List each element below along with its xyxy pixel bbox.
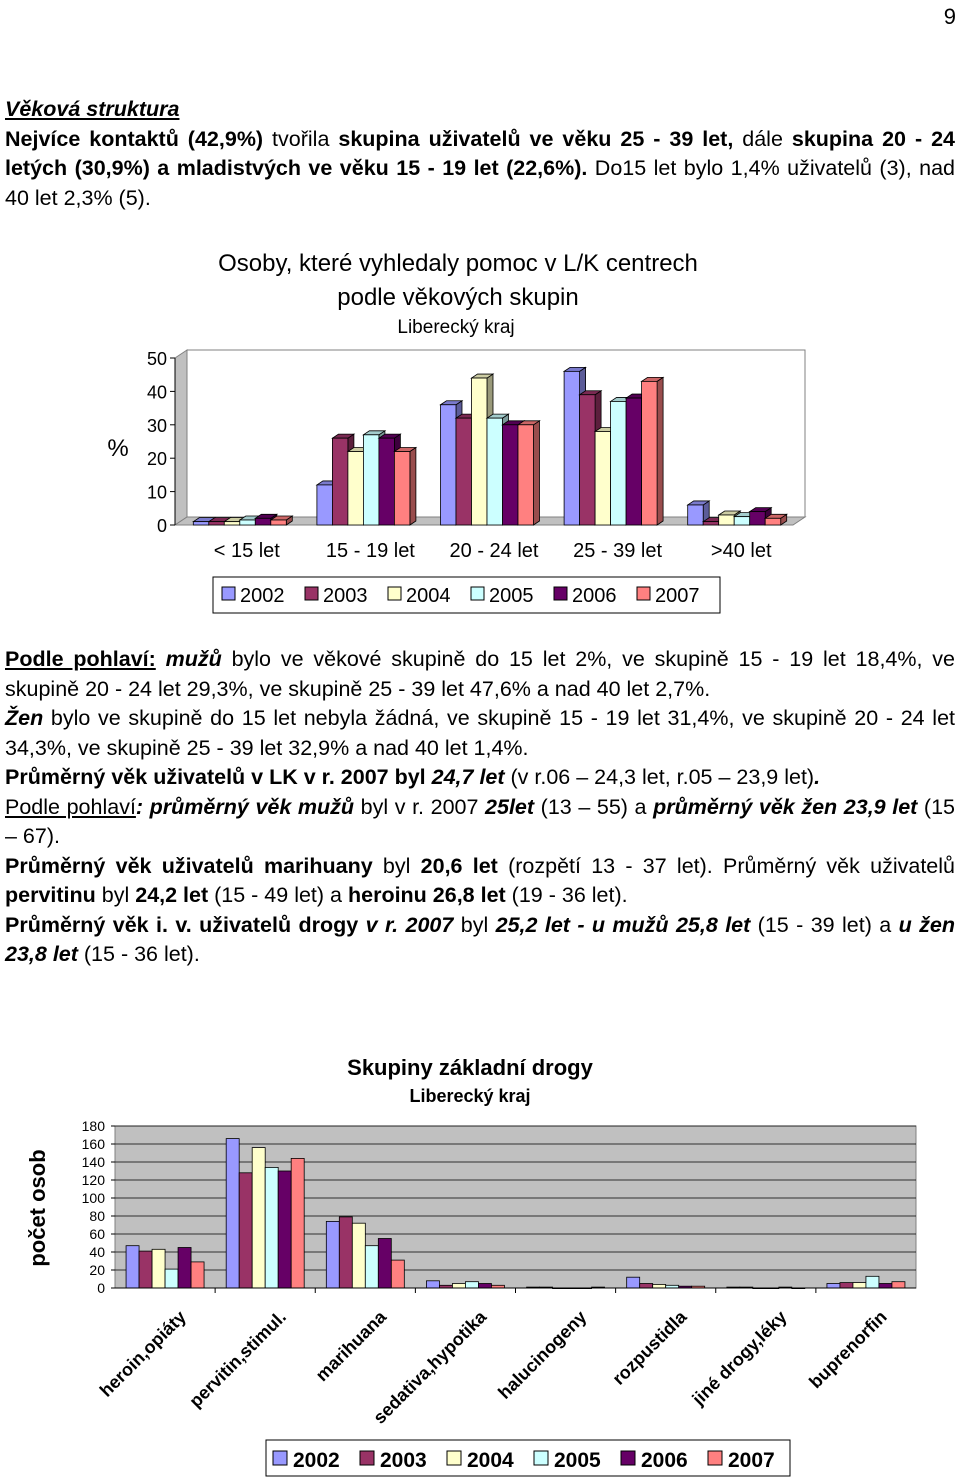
- chart2-category-jin-drogy-l-ky: jiné drogy,léky: [688, 1306, 791, 1410]
- average-age-gender-text: [5, 793, 955, 852]
- chart2-legend-label-2005: 2005: [554, 1449, 601, 1472]
- chart2-bar-marihuana-2005: [365, 1246, 378, 1288]
- text-avg-age: Průměrný věk uživatelů v LK v r. 2007 byl: [5, 765, 432, 789]
- chart2-bar-pervitin-stimul-2002: [226, 1139, 239, 1288]
- chart2-bar-buprenorfin-2006: [879, 1284, 892, 1289]
- chart2-legend-swatch-2003: [360, 1451, 374, 1465]
- chart2-bar-pervitin-stimul-2004: [252, 1148, 265, 1288]
- chart2-bar-buprenorfin-2004: [853, 1283, 866, 1288]
- chart1-ytick-0: 0: [156, 516, 167, 536]
- chart1-bar-25-39-let-2007: [642, 377, 664, 525]
- chart2-legend-swatch-2006: [621, 1451, 635, 1465]
- text-under-15: Do15 let bylo 1,4% uživatelů (3), nad 40 let 2,3% (5).: [5, 156, 956, 210]
- chart2-ytick-20: 20: [89, 1262, 105, 1278]
- text-women-values: bylo ve skupině do 15 let nebyla žádná, ve skupině 15 - 19 let 31,4%, ve skupině 20 - 24 let 34,3%, ve skupině 25 - 39 let 32,9% a nad 40 let 1,4%.: [5, 706, 955, 760]
- chart2-legend-label-2002: 2002: [293, 1449, 340, 1472]
- chart2-legend-label-2004: 2004: [467, 1449, 514, 1472]
- chart2-bar-rozpustidla-2003: [640, 1284, 653, 1289]
- text-men-values: bylo ve věkové skupině do 15 let 2%, ve skupině 15 - 19 let 18,4%, ve skupině 20 - 24 let 29,3%, ve skupině 25 - 39 let 47,6% a nad 40 let 2,7%.: [5, 647, 956, 701]
- chart1-category-40-let: >40 let: [710, 540, 772, 562]
- section-heading: Věková struktura: [5, 97, 180, 121]
- text-group-25-39: skupina uživatelů ve věku 25 - 39 let,: [338, 126, 734, 151]
- text-most-contacts: Nejvíce kontaktů (42,9%): [5, 126, 264, 151]
- chart1-side-wall: [175, 350, 187, 525]
- text-range-4: (15 - 39 let) a: [750, 912, 899, 937]
- text-by-gender: Podle pohlaví:: [5, 647, 156, 671]
- chart1-ylabel: %: [107, 435, 129, 462]
- chart1-legend-swatch-2005: [471, 587, 484, 600]
- text-in-2007: v r. 2007: [365, 912, 454, 937]
- chart1-category-15-let: < 15 let: [213, 540, 280, 562]
- chart2-ytick-180: 180: [81, 1118, 105, 1134]
- chart2-bar-pervitin-stimul-2006: [278, 1171, 291, 1288]
- text-by-gender-2: Podle pohlaví: [5, 794, 136, 819]
- chart2-bar-rozpustidla-2004: [653, 1284, 666, 1288]
- chart1-legend-label-2002: 2002: [240, 585, 285, 607]
- text-group-20-24: skupina 20 - 24 letých (30,9%) a mladistvých ve věku 15 - 19 let (22,6%).: [5, 126, 955, 180]
- chart2-bar-buprenorfin-2007: [892, 1282, 905, 1288]
- chart2-ytick-80: 80: [89, 1208, 105, 1224]
- text-range-2: (15 - 49 let) a: [208, 883, 348, 907]
- chart2-bar-sedativa-hypotika-2005: [465, 1282, 478, 1288]
- text-avg-age-prev: (v r.06 – 24,3 let, r.05 – 23,9 let): [504, 765, 815, 789]
- chart2-legend-label-2006: 2006: [641, 1449, 688, 1472]
- chart2-bar-sedativa-hypotika-2006: [478, 1284, 491, 1289]
- chart2-bar-buprenorfin-2003: [840, 1283, 853, 1288]
- chart2-bar-pervitin-stimul-2005: [265, 1167, 278, 1288]
- text-avg-marihuana: Průměrný věk uživatelů marihuany: [5, 853, 373, 878]
- chart2-ylabel: počet osob: [25, 1149, 50, 1267]
- chart2-bar-pervitin-stimul-2003: [239, 1173, 252, 1288]
- text-further: dále: [733, 126, 792, 151]
- text-men: mužů: [155, 647, 222, 671]
- text-range-3: (19 - 36 let).: [505, 883, 628, 907]
- chart2-bar-marihuana-2004: [352, 1223, 365, 1288]
- text-marihuana-age: 20,6 let: [420, 853, 498, 878]
- chart2-subtitle: Liberecký kraj: [409, 1086, 531, 1106]
- chart1-bar-20-24-let-2007: [518, 421, 540, 525]
- chart1-ytick-30: 30: [146, 415, 167, 436]
- chart1-legend-label-2006: 2006: [572, 585, 617, 607]
- average-age-drugs-text: [5, 852, 955, 911]
- chart2-bar-rozpustidla-2002: [627, 1277, 640, 1288]
- chart2-bar-sedativa-hypotika-2002: [426, 1281, 439, 1288]
- chart2-category-heroin-opi-ty: heroin,opiáty: [95, 1306, 190, 1401]
- chart1-ytick-50: 50: [146, 349, 167, 369]
- section-gender: [5, 645, 955, 970]
- chart1-legend-label-2005: 2005: [489, 585, 534, 607]
- chart1-legend-swatch-2002: [222, 587, 235, 600]
- chart2-bar-heroin-opi-ty-2003: [139, 1251, 152, 1288]
- chart2-ytick-140: 140: [81, 1154, 105, 1170]
- chart2-category-halucinogeny: halucinogeny: [494, 1306, 591, 1403]
- text-period: .: [814, 765, 821, 789]
- chart1-title-line2: podle věkových skupin: [337, 284, 579, 311]
- chart2-legend-label-2003: 2003: [380, 1449, 427, 1472]
- chart1-category-20-24-let: 20 - 24 let: [449, 540, 539, 562]
- chart1-category-25-39-let: 25 - 39 let: [573, 540, 663, 562]
- chart2-category-sedativa-hypotika: sedativa,hypotika: [369, 1306, 491, 1428]
- chart1-legend-swatch-2006: [554, 587, 567, 600]
- chart2-ytick-0: 0: [97, 1280, 105, 1296]
- text-was-1: byl: [372, 853, 421, 878]
- text-was-2007: byl v r. 2007: [354, 794, 486, 819]
- chart2-legend-swatch-2007: [708, 1451, 722, 1465]
- chart1-subtitle: Liberecký kraj: [397, 317, 515, 338]
- chart1-legend: [213, 577, 720, 613]
- chart2-category-pervitin-stimul: pervitin,stimul.: [185, 1306, 291, 1412]
- chart2-bar-marihuana-2003: [339, 1217, 352, 1288]
- chart1-ytick-20: 20: [146, 449, 167, 470]
- chart2-legend-swatch-2002: [273, 1451, 287, 1465]
- chart2-bar-marihuana-2002: [326, 1221, 339, 1288]
- text-pervitin: pervitinu: [5, 883, 96, 907]
- chart2-bar-buprenorfin-2002: [827, 1284, 840, 1289]
- chart2-bar-sedativa-hypotika-2004: [452, 1284, 465, 1289]
- text-avg-women: průměrný věk žen 23,9 let: [653, 794, 918, 819]
- chart1-title-line1: Osoby, které vyhledaly pomoc v L/K centrech: [218, 250, 698, 277]
- chart2-category-rozpustidla: rozpustidla: [608, 1306, 691, 1389]
- text-25let: 25let: [485, 794, 535, 819]
- chart2-bar-heroin-opi-ty-2004: [152, 1249, 165, 1288]
- text-range-men: (13 – 55) a: [534, 794, 654, 819]
- chart2-ytick-100: 100: [81, 1190, 105, 1206]
- chart2-bar-pervitin-stimul-2007: [291, 1158, 304, 1288]
- chart1-legend-swatch-2003: [305, 587, 318, 600]
- text-iv-men: 25,2 let - u mužů 25,8 let: [495, 912, 751, 937]
- chart2-legend-label-2007: 2007: [728, 1449, 775, 1472]
- chart1-category-15-19-let: 15 - 19 let: [325, 540, 415, 562]
- text-was-2: byl: [95, 883, 136, 907]
- text-range-women: (15 – 67).: [5, 794, 955, 848]
- text-pervitin-age: 24,2 let: [135, 883, 209, 907]
- text-heroin-age: heroinu 26,8 let: [347, 883, 506, 907]
- chart2-category-buprenorfin: buprenorfin: [805, 1306, 891, 1393]
- chart1-legend-swatch-2004: [388, 587, 401, 600]
- chart2-bar-heroin-opi-ty-2002: [126, 1246, 139, 1288]
- text-women: Žen: [5, 706, 44, 730]
- text-was-3: byl: [453, 912, 496, 937]
- text-range-1: (rozpětí 13 - 37 let). Průměrný věk uživatelů: [497, 853, 955, 878]
- text-avg-men: : průměrný věk mužů: [135, 794, 355, 819]
- chart2-title: Skupiny základní drogy: [347, 1055, 593, 1080]
- chart2-ytick-40: 40: [89, 1244, 105, 1260]
- chart2-legend-swatch-2005: [534, 1451, 548, 1465]
- chart1-bar-40-let-2007: [765, 514, 787, 525]
- chart1-bar-15-19-let-2007: [394, 448, 416, 525]
- chart2-bar-buprenorfin-2005: [866, 1276, 879, 1288]
- text-formed: tvořila: [263, 126, 339, 151]
- chart1-ytick-40: 40: [146, 382, 167, 403]
- chart2-bar-marihuana-2007: [391, 1260, 404, 1288]
- gender-men-text: [5, 645, 955, 704]
- text-avg-iv: Průměrný věk i. v. uživatelů drogy: [5, 912, 366, 937]
- average-age-iv-text: [5, 911, 955, 970]
- age-groups-chart: [0, 0, 960, 640]
- chart2-ytick-60: 60: [89, 1226, 105, 1242]
- chart1-legend-label-2003: 2003: [323, 585, 368, 607]
- chart2-category-marihuana: marihuana: [311, 1306, 391, 1386]
- chart1-legend-swatch-2007: [637, 587, 650, 600]
- drug-groups-chart: [0, 1020, 960, 1480]
- text-iv-women: u žen 23,8 let: [5, 912, 955, 966]
- chart2-bar-heroin-opi-ty-2006: [178, 1248, 191, 1289]
- chart2-ytick-120: 120: [81, 1172, 105, 1188]
- gender-women-text: [5, 704, 955, 763]
- chart1-ytick-10: 10: [146, 482, 167, 503]
- text-range-5: (15 - 36 let).: [77, 942, 200, 966]
- chart1-legend-label-2007: 2007: [655, 585, 700, 607]
- chart2-bar-heroin-opi-ty-2007: [191, 1262, 204, 1288]
- page-number: 9: [943, 4, 956, 29]
- chart2-bar-heroin-opi-ty-2005: [165, 1269, 178, 1288]
- text-avg-age-value: 24,7 let: [431, 765, 505, 789]
- chart1-legend-label-2004: 2004: [406, 585, 451, 607]
- chart2-bar-marihuana-2006: [378, 1239, 391, 1289]
- chart2-ytick-160: 160: [81, 1136, 105, 1152]
- average-age-text: [5, 763, 955, 793]
- chart2-legend-swatch-2004: [447, 1451, 461, 1465]
- chart2-legend: [266, 1440, 790, 1476]
